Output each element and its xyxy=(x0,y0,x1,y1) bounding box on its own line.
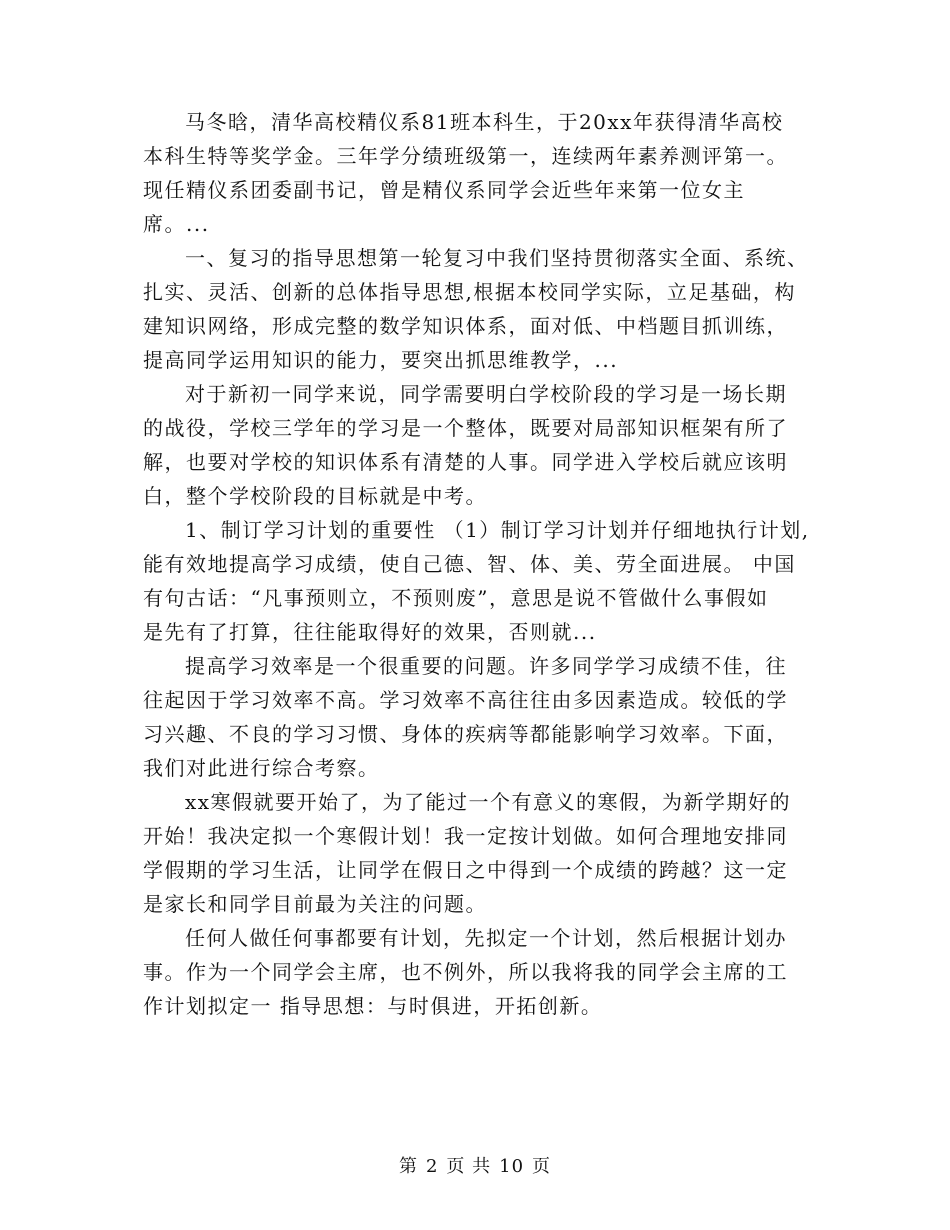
text-line: 能有效地提高学习成绩，使自己德、智、体、美、劳全面进展。 中国 xyxy=(143,552,796,576)
text-line: 建知识网络，形成完整的数学知识体系，面对低、中档题目抓训练， xyxy=(143,314,788,338)
text-line: 对于新初一同学来说，同学需要明白学校阶段的学习是一场长期 xyxy=(185,382,787,406)
text-line: 开始！我决定拟一个寒假计划！我一定按计划做。如何合理地安排同 xyxy=(143,824,788,848)
paragraph xyxy=(143,921,823,1023)
footer-middle: 页 共 xyxy=(446,1156,492,1177)
document-body xyxy=(143,105,823,1023)
paragraph xyxy=(143,785,823,921)
text-line: 一、复习的指导思想第一轮复习中我们坚持贯彻落实全面、系统、 xyxy=(185,246,809,270)
text-line: 学假期的学习生活，让同学在假日之中得到一个成绩的跨越？这一定 xyxy=(143,858,788,882)
text-line: 是先有了打算，往往能取得好的效果，否则就... xyxy=(143,620,597,644)
footer-prefix: 第 xyxy=(398,1156,418,1177)
text-line: 事。作为一个同学会主席，也不例外，所以我将我的同学会主席的工 xyxy=(143,960,788,984)
paragraph xyxy=(143,513,823,649)
text-line: 我们对此进行综合考察。 xyxy=(143,756,380,780)
text-line: 本科生特等奖学金。三年学分绩班级第一，连续两年素养测评第一。 xyxy=(143,144,788,168)
text-line: 扎实、灵活、创新的总体指导思想,根据本校同学实际，立足基础，构 xyxy=(143,280,796,304)
text-line: 的战役，学校三学年的学习是一个整体，既要对局部知识框架有所了 xyxy=(143,416,788,440)
text-line: 席。... xyxy=(143,212,210,236)
text-line: 有句古话：“凡事预则立，不预则废”，意思是说不管做什么事假如 xyxy=(143,586,769,610)
text-line: 解，也要对学校的知识体系有清楚的人事。同学进入学校后就应该明 xyxy=(143,450,788,474)
text-line: 习兴趣、不良的学习习惯、身体的疾病等都能影响学习效率。下面， xyxy=(143,722,788,746)
text-line: 是家长和同学目前最为关注的问题。 xyxy=(143,892,487,916)
text-line: 提高同学运用知识的能力，要突出抓思维教学，... xyxy=(143,348,619,372)
paragraph xyxy=(143,377,823,513)
text-line: 作计划拟定一 指导思想：与时俱进，开拓创新。 xyxy=(143,994,603,1018)
paragraph xyxy=(143,105,823,241)
current-page-number: 2 xyxy=(425,1156,439,1177)
text-line: 任何人做任何事都要有计划，先拟定一个计划，然后根据计划办 xyxy=(185,926,787,950)
text-line: 提高学习效率是一个很重要的问题。许多同学学习成绩不佳，往 xyxy=(185,654,787,678)
text-line: 1、制订学习计划的重要性 （1）制订学习计划并仔细地执行计划, xyxy=(185,518,810,542)
page-footer xyxy=(0,1152,950,1178)
footer-suffix: 页 xyxy=(532,1156,552,1177)
total-pages-number: 10 xyxy=(499,1156,525,1177)
paragraph xyxy=(143,241,823,377)
text-line: 马冬晗，清华高校精仪系81班本科生，于20xx年获得清华高校 xyxy=(185,110,784,134)
text-line: 现任精仪系团委副书记，曾是精仪系同学会近些年来第一位女主 xyxy=(143,178,745,202)
text-line: xx寒假就要开始了，为了能过一个有意义的寒假，为新学期好的 xyxy=(185,790,792,814)
text-line: 白，整个学校阶段的目标就是中考。 xyxy=(143,484,487,508)
paragraph xyxy=(143,649,823,785)
text-line: 往起因于学习效率不高。学习效率不高往往由多因素造成。较低的学 xyxy=(143,688,788,712)
